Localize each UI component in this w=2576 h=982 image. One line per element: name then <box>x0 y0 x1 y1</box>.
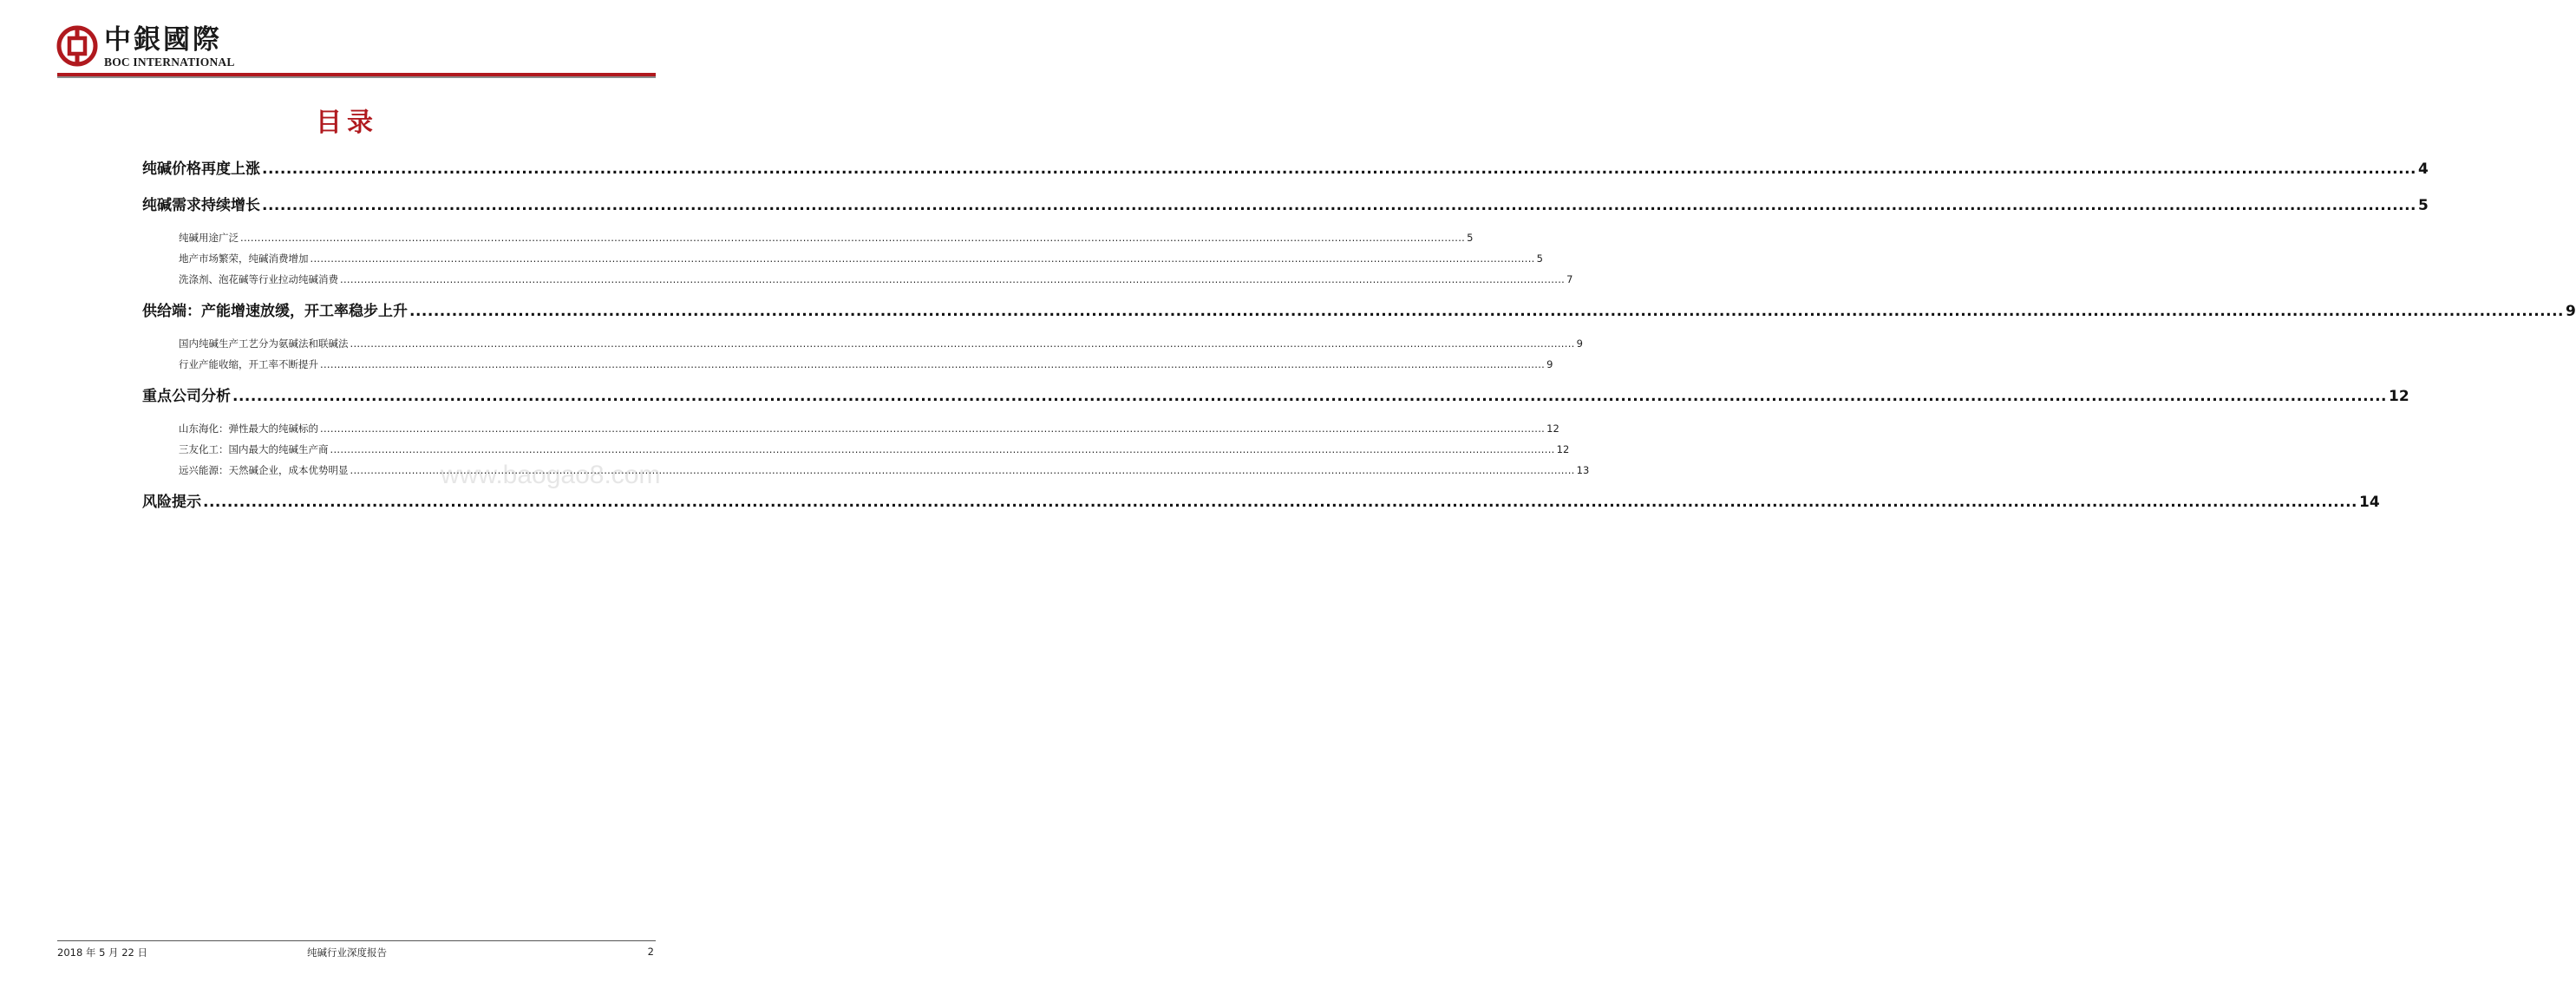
header-rule-gray <box>57 76 656 78</box>
toc-subsection-label: 国内纯碱生产工艺分为氨碱法和联碱法 <box>179 337 349 350</box>
footer-report-title: 纯碱行业深度报告 <box>307 946 387 959</box>
toc-section-label: 纯碱价格再度上涨 <box>142 160 260 178</box>
toc-page-number: 9 <box>1546 358 1553 370</box>
toc-subsection-label: 三友化工：国内最大的纯碱生产商 <box>179 443 329 455</box>
toc-section-3[interactable] <box>142 298 2576 324</box>
toc-leader-dots <box>340 269 1565 290</box>
toc-subsection-label: 行业产能收缩，开工率不断提升 <box>179 358 318 370</box>
toc-subsection-label: 洗涤剂、泡花碱等行业拉动纯碱消费 <box>179 273 338 285</box>
toc-page-number: 14 <box>2359 494 2380 511</box>
toc-subsection-label: 纯碱用途广泛 <box>179 232 239 244</box>
toc-page-number: 9 <box>1576 337 1583 350</box>
toc-section-2[interactable] <box>142 193 2429 219</box>
footer-date: 2018 年 5 月 22 日 <box>57 946 147 959</box>
toc-section-label: 风险提示 <box>142 494 201 511</box>
toc-leader-dots <box>311 248 1535 269</box>
toc-page-number: 9 <box>2566 303 2576 320</box>
toc-page-number: 4 <box>2418 160 2429 178</box>
toc-section-4[interactable] <box>142 383 2409 409</box>
toc-leader-dots <box>409 298 2564 324</box>
toc-page-number: 7 <box>1566 273 1573 285</box>
toc-section-label: 纯碱需求持续增长 <box>142 197 260 214</box>
toc-section-label: 供给端：产能增速放缓，开工率稳步上升 <box>142 303 408 320</box>
toc-subsection-label: 远兴能源：天然碱企业，成本优势明显 <box>179 464 349 476</box>
toc-title: 目录 <box>316 108 378 138</box>
toc-leader-dots <box>262 193 2416 219</box>
toc-leader-dots <box>240 227 1465 248</box>
toc-leader-dots <box>262 156 2416 182</box>
toc-subsection[interactable] <box>179 333 1583 354</box>
logo-chinese-text: 中銀國際 <box>104 24 222 56</box>
toc-leader-dots <box>232 383 2387 409</box>
footer-page-number: 2 <box>647 946 654 958</box>
toc-page-number: 5 <box>2418 197 2429 214</box>
toc-section-label: 重点公司分析 <box>142 388 231 405</box>
toc-subsection[interactable] <box>179 227 1474 248</box>
toc-page-number: 5 <box>1536 252 1543 265</box>
toc-subsection-label: 地产市场繁荣，纯碱消费增加 <box>179 252 309 265</box>
toc-leader-dots <box>350 333 1575 354</box>
watermark-text: www.baogao8.com <box>441 461 661 489</box>
toc-page-number: 12 <box>2389 388 2409 405</box>
toc-page-number: 13 <box>1576 464 1590 476</box>
toc-section-1[interactable] <box>142 156 2429 182</box>
footer-rule <box>57 940 656 941</box>
logo-english-text: BOC INTERNATIONAL <box>104 56 235 69</box>
toc-page-number: 12 <box>1556 443 1570 455</box>
toc-subsection[interactable] <box>179 269 1573 290</box>
watermark <box>441 455 661 494</box>
toc-leader-dots <box>320 418 1545 439</box>
toc-subsection[interactable] <box>179 354 1553 375</box>
toc-subsection[interactable] <box>179 248 1543 269</box>
toc-subsection[interactable] <box>179 418 1559 439</box>
toc-page-number: 12 <box>1546 422 1559 435</box>
boc-coin-logo-icon <box>57 26 97 66</box>
page-header <box>57 24 656 78</box>
toc-page-number: 5 <box>1467 232 1474 244</box>
toc-subsection-label: 山东海化：弹性最大的纯碱标的 <box>179 422 318 435</box>
toc-leader-dots <box>320 354 1545 375</box>
